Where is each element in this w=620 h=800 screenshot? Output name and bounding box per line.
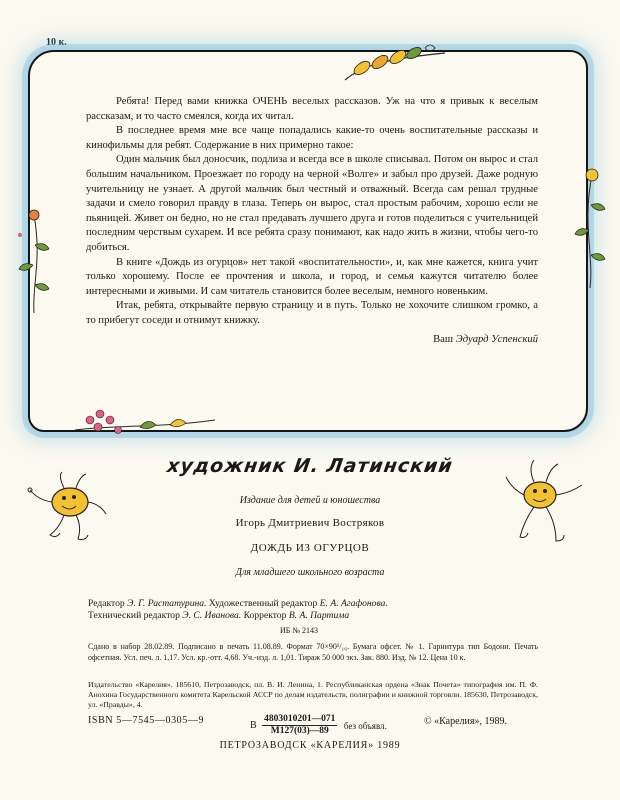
right-flower-stem-illustration xyxy=(570,160,610,290)
right-cucumber-figure-illustration xyxy=(500,455,590,555)
city-line: ПЕТРОЗАВОДСК «КАРЕЛИЯ» 1989 xyxy=(219,740,401,751)
artist-credit: художник И. Латинский xyxy=(165,455,455,477)
left-cucumber-figure-illustration xyxy=(20,470,110,550)
isbn: ISBN 5—7545—0305—9 xyxy=(88,715,205,726)
signoff-name: Эдуард Успенский xyxy=(455,333,538,345)
credits-line xyxy=(88,610,538,622)
catalog-prefix: В xyxy=(250,720,257,731)
preface-paragraph: В книге «Дождь из огурцов» нет такой «воспитательности», и, как мне кажется, книга учит только хорошему. После ее прочтения и школа, и город, и семья кажутся читателю более интересными и живыми. И сам читатель становится более веселым, немного новеньким. xyxy=(86,256,538,297)
left-flower-stem-illustration xyxy=(14,205,54,315)
credit-name: Е. А. Агафонова. xyxy=(319,598,388,609)
preface-text xyxy=(86,95,538,347)
signoff-prefix: Ваш xyxy=(433,333,454,345)
credit-name: Э. Г. Растатурина. xyxy=(127,598,207,609)
catalog-bottom: М127(03)—89 xyxy=(270,726,329,736)
corner-leaves-illustration xyxy=(340,38,450,88)
credit-label: Художественный редактор xyxy=(208,598,318,609)
print-data: Сдано в набор 28.02.89. Подписано в печать 11.08.89. Формат 70×90¹/₁₆. Бумага офсет. № 1. Гарнитура тип Бодони. Печать офсетная. Усл. печ. л. 1,17. Усл. кр.-отт. 4,68. Уч.-изд. л. 1,01. Тираж 50 000 экз. Зак. 880. Изд. № 12. Цена 10 к. xyxy=(88,642,538,662)
preface-signoff xyxy=(86,333,538,348)
preface-paragraph: Итак, ребята, открывайте первую страницу и в путь. Только не хохочите слишком громко, а то прибегут соседи и отнимут книжку. xyxy=(86,300,538,326)
preface-paragraph: В последнее время мне все чаще попадались какие-то очень воспитательные рассказы и кинофильмы для ребят. Содержание в них примерно такое: xyxy=(86,125,538,151)
catalog-index xyxy=(250,714,387,737)
bottom-berries-illustration xyxy=(70,400,220,445)
catalog-suffix: без объявл. xyxy=(343,720,387,731)
price-mark: 10 к. xyxy=(46,37,67,48)
book-title: ДОЖДЬ ИЗ ОГУРЦОВ xyxy=(250,542,370,554)
ib-number: ИБ № 2143 xyxy=(280,626,319,635)
credit-label: Редактор xyxy=(88,598,125,609)
edition-note: Издание для детей и юношества xyxy=(239,495,381,506)
credit-label: Корректор xyxy=(243,610,287,622)
credit-label: Технический редактор xyxy=(88,610,180,622)
preface-paragraph: Ребята! Перед вами книжка ОЧЕНЬ веселых рассказов. Уж на что я привык к веселым рассказам, и то часто смеялся, когда их читал. xyxy=(86,96,538,122)
catalog-fraction xyxy=(262,714,337,737)
credit-name: Э. С. Иванова. xyxy=(182,610,242,622)
preface-paragraph: Один мальчик был доносчик, подлиза и всегда все в школе списывал. Потом он вырос и стал большим начальником. Проезжает по городу на черной «Волге» и забыл про друзей. Даже родную учительницу не узнает. А другой мальчик был честный и отважный. Всегда сам решал трудные задачи и смело говорил правду в глаза. Теперь он вырос, стал простым рабочим, хорошо если не пьяницей. Живет он бедно, но не стал предавать лучшего друга и готов поделиться с учительницей последним черствым сухарем. И все ребята сразу понимают, как надо жить в жизни, чтобы чего-то добиться. xyxy=(86,154,538,253)
editorial-credits xyxy=(88,598,538,623)
copyright: © «Карелия», 1989. xyxy=(424,716,507,727)
catalog-top: 4803010201—071 xyxy=(264,714,336,724)
author-name: Игорь Дмитриевич Востряков xyxy=(235,517,385,529)
credit-name: В. А. Партима xyxy=(288,610,350,622)
credits-line xyxy=(88,598,538,610)
age-note: Для младшего школьного возраста xyxy=(235,567,385,578)
publisher-info: Издательство «Карелия». 185610, Петрозаводск, пл. В. И. Ленина, 1. Республиканская ордена «Знак Почета» типография им. П. Ф. Анохина Государственного комитета Карельской АССР по делам издательств, полиграфии и книжной торговли. 185630, Петрозаводск, ул. «Правды», 4. xyxy=(88,680,538,709)
